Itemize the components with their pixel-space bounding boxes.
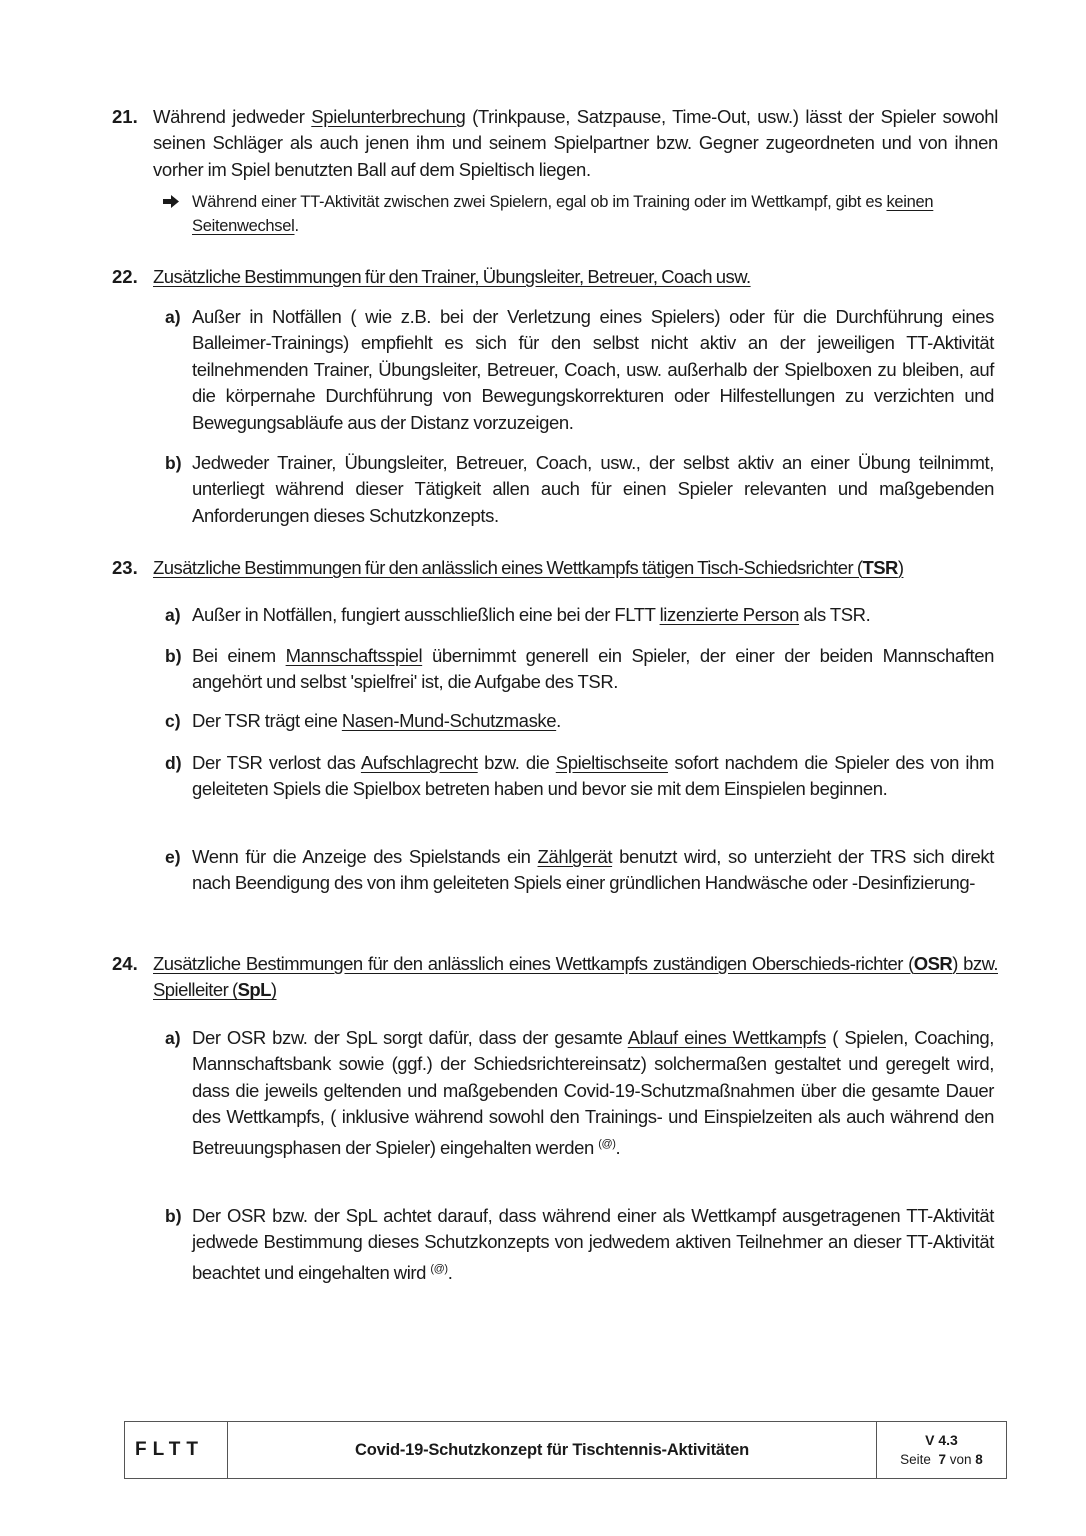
list-item — [165, 450, 994, 529]
item-text: Der TSR trägt eine Nasen-Mund-Schutzmaske. — [192, 710, 561, 731]
item-label: a) — [165, 1028, 181, 1048]
item-label: a) — [165, 605, 181, 625]
item-text: Wenn für die Anzeige des Spielstands ein Zählgerät benutzt wird, so unterzieht der TRS sich direkt nach Beendigung des von ihm geleiteten Spiels einer gründlichen Handwäsche oder -Desinfizierung- — [192, 846, 994, 894]
list-item — [165, 708, 994, 734]
section-number: 22. — [112, 266, 138, 287]
footer-version-page — [877, 1422, 1006, 1478]
underlined-term: lizenzierte Person — [659, 604, 800, 625]
section-heading: Zusätzliche Bestimmungen für den Trainer, Übungsleiter, Betreuer, Coach usw. — [153, 266, 751, 287]
document-version: V 4.3 — [925, 1432, 958, 1448]
section-heading: Zusätzliche Bestimmungen für den anlässlich eines Wettkampfs tätigen Tisch-Schiedsrichter (TSR) — [153, 557, 904, 578]
section-body: Während jedweder Spielunterbrechung (Trinkpause, Satzpause, Time-Out, usw.) lässt der Spieler sowohl seinen Schläger als auch jenen ihm und seinem Spielpartner bzw. Gegner zugeordneten und von ihnen vorher im Spiel benutzten Ball auf dem Spieltisch liegen. — [153, 106, 998, 180]
list-item — [165, 750, 994, 803]
item-text: Jedweder Trainer, Übungsleiter, Betreuer, Coach, usw., der selbst aktiv an einer Übung teilnimmt, unterliegt während dieser Tätigkeit allen auch für einen Spieler relevanten und maßgebenden Anforderungen dieses Schutzkonzepts. — [192, 452, 994, 526]
underlined-term: keinen Seitenwechsel — [192, 193, 934, 236]
item-text: Außer in Notfällen ( wie z.B. bei der Verletzung eines Spielers) oder für die Durchführung eines Balleimer-Trainings) empfiehlt es sich für den selbst nicht aktiv an der jeweiligen TT-Aktivität teilnehmenden Trainer, Übungsleiter, Betreuer, Coach, usw. außerhalb der Spielboxen zu bleiben, auf die körpernahe Durchführung von Bewegungskorrekturen oder Hilfestellungen zu verzichten und Bewegungsabläufe aus der Distanz vorzuzeigen. — [192, 306, 994, 433]
list-item — [165, 304, 994, 436]
item-label: c) — [165, 711, 181, 731]
footnote-marker: (@) — [598, 1137, 616, 1150]
section-note: Während einer TT-Aktivität zwischen zwei Spielern, egal ob im Training oder im Wettkampf, gibt es keinen Seitenwechsel. — [163, 190, 998, 238]
section-heading: Zusätzliche Bestimmungen für den anlässlich eines Wettkampfs zuständigen Oberschieds-richter (OSR) bzw. Spielleiter (SpL) — [153, 953, 998, 1001]
item-label: b) — [165, 646, 182, 666]
section-21 — [112, 104, 998, 238]
section-number: 24. — [112, 953, 138, 974]
item-label: e) — [165, 847, 181, 867]
item-label: d) — [165, 753, 182, 773]
item-label: a) — [165, 307, 181, 327]
item-text: Der TSR verlost das Aufschlagrecht bzw. die Spieltischseite sofort nachdem die Spieler des von ihm geleiteten Spiels die Spielbox betreten haben und bevor sie mit dem Einspielen beginnen. — [192, 752, 994, 800]
section-22 — [112, 264, 998, 290]
underlined-term: Ablauf eines Wettkampfs — [627, 1027, 826, 1048]
page-number: Seite 7 von 8 — [900, 1452, 983, 1467]
item-text: Bei einem Mannschaftsspiel übernimmt generell ein Spieler, der einer der beiden Mannschaften angehört und selbst 'spielfrei' ist, die Aufgabe des TSR. — [192, 645, 994, 693]
list-item — [165, 643, 994, 696]
underlined-term: Zählgerät — [537, 846, 613, 867]
item-label: b) — [165, 1206, 182, 1226]
item-text: Außer in Notfällen, fungiert ausschließlich eine bei der FLTT lizenzierte Person als TSR. — [192, 604, 871, 625]
section-24 — [112, 951, 998, 1004]
page-footer — [124, 1421, 1007, 1479]
list-item — [165, 1203, 994, 1286]
footnote-marker: (@) — [430, 1262, 448, 1275]
footer-org: FLTT — [125, 1422, 228, 1478]
list-item — [165, 602, 994, 628]
section-number: 23. — [112, 557, 138, 578]
item-text: Der OSR bzw. der SpL achtet darauf, dass während einer als Wettkampf ausgetragenen TT-Aktivität jedwede Bestimmung dieses Schutzkonzepts von jedwedem aktiven Teilnehmer an dieser TT-Aktivität beachtet und eingehalten wird (@). — [192, 1205, 994, 1283]
underlined-term: Spielunterbrechung — [311, 106, 466, 127]
underlined-term: Mannschaftsspiel — [285, 645, 423, 666]
underlined-term: Aufschlagrecht — [360, 752, 478, 773]
arrow-right-icon — [163, 195, 179, 208]
section-number: 21. — [112, 106, 138, 127]
section-23 — [112, 555, 998, 581]
list-item — [165, 844, 994, 897]
underlined-term: Nasen-Mund-Schutzmaske — [341, 710, 557, 731]
footer-title: Covid-19-Schutzkonzept für Tischtennis-Aktivitäten — [228, 1422, 877, 1478]
item-text: Der OSR bzw. der SpL sorgt dafür, dass der gesamte Ablauf eines Wettkampfs ( Spielen, Coaching, Mannschaftsbank sowie (ggf.) der Schiedsrichtereinsatz) solchermaßen gestaltet und geregelt wird, dass die jeweils geltenden und maßgebenden Covid-19-Schutzmaßnahmen über die gesamte Dauer des Wettkampfs, ( inklusive während sowohl den Trainings- und Einspielzeiten als auch während den Betreuungsphasen der Spieler) eingehalten werden (@). — [192, 1027, 994, 1158]
underlined-term: Spieltischseite — [555, 752, 669, 773]
list-item — [165, 1025, 994, 1161]
item-label: b) — [165, 453, 182, 473]
